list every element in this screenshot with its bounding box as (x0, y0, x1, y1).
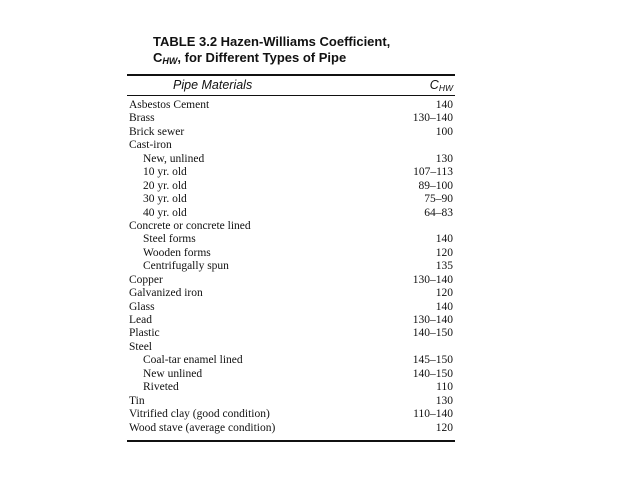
row-chw-value: 130–140 (412, 314, 453, 326)
row-material: Brick sewer (129, 125, 185, 138)
table-row (127, 381, 455, 394)
table-row (127, 112, 455, 125)
table-row (127, 301, 455, 314)
table-row (127, 126, 455, 139)
row-material: Wood stave (average condition) (129, 421, 276, 434)
caption-c: C (153, 50, 163, 65)
row-material: Concrete or concrete lined (129, 219, 251, 232)
row-material: Coal-tar enamel lined (143, 354, 243, 367)
row-material: Centrifugally spun (143, 260, 229, 273)
table-row (127, 180, 455, 193)
row-chw-value: 140 (435, 300, 453, 313)
header-chw-subscript: HW (438, 83, 453, 93)
bottom-rule (127, 440, 455, 442)
table-row (127, 287, 455, 300)
row-chw-value: 130–140 (412, 112, 453, 125)
row-chw-value: 120 (435, 287, 453, 300)
row-material: 20 yr. old (143, 179, 187, 192)
row-material: 40 yr. old (143, 206, 187, 219)
row-material: Vitrified clay (good condition) (129, 408, 270, 421)
table-row (127, 139, 455, 152)
row-chw-value: 110–140 (413, 408, 453, 421)
header-rule (127, 95, 455, 96)
caption-c-subscript: HW (162, 56, 178, 66)
row-chw-value: 145–150 (412, 354, 453, 367)
row-material: Asbestos Cement (129, 99, 210, 111)
table-row (127, 274, 455, 287)
column-header-row (127, 76, 455, 95)
row-material: Riveted (143, 381, 179, 394)
table-row (127, 314, 455, 327)
table-row (127, 233, 455, 246)
row-material: Brass (129, 112, 155, 125)
row-material: Copper (129, 273, 163, 286)
header-chw-c: C (429, 78, 439, 92)
table-row (127, 99, 455, 112)
table-row (127, 247, 455, 260)
table-row (127, 368, 455, 381)
table-row (127, 260, 455, 273)
caption-line-2 (153, 50, 455, 69)
row-chw-value: 100 (435, 125, 453, 138)
caption-rest: , for Different Types of Pipe (177, 50, 347, 65)
row-material: 30 yr. old (143, 193, 187, 206)
table-row (127, 153, 455, 166)
row-chw-value: 89–100 (418, 179, 453, 192)
row-material: Galvanized iron (129, 287, 203, 300)
row-chw-value: 130 (435, 394, 453, 407)
table-row (127, 341, 455, 354)
row-material: 10 yr. old (143, 166, 187, 179)
hazen-williams-table (127, 34, 455, 442)
table-row (127, 193, 455, 206)
row-material: Glass (129, 300, 155, 313)
table-row (127, 220, 455, 233)
row-chw-value: 140 (435, 99, 453, 111)
row-material: Cast-iron (129, 139, 172, 152)
row-material: Lead (129, 314, 152, 326)
row-chw-value: 130 (435, 152, 453, 165)
row-chw-value: 110 (436, 381, 453, 394)
row-chw-value: 107–113 (413, 166, 453, 179)
table-caption (153, 34, 455, 69)
table-row (127, 166, 455, 179)
header-pipe-materials: Pipe Materials (173, 78, 253, 92)
table-row (127, 408, 455, 421)
row-material: Plastic (129, 327, 160, 340)
row-chw-value: 120 (435, 246, 453, 259)
row-chw-value: 120 (435, 421, 453, 434)
row-chw-value: 130–140 (412, 273, 453, 286)
row-chw-value: 75–90 (424, 193, 453, 206)
table-row (127, 207, 455, 220)
row-chw-value: 64–83 (424, 206, 453, 219)
row-material: Steel forms (143, 233, 196, 246)
row-material: Wooden forms (143, 246, 211, 259)
row-chw-value: 140–150 (412, 367, 453, 380)
row-material: Tin (129, 394, 145, 407)
table-body (127, 99, 455, 435)
row-material: Steel (129, 340, 152, 353)
table-row (127, 354, 455, 367)
row-material: New, unlined (143, 152, 205, 165)
table-row (127, 422, 455, 435)
row-chw-value: 140–150 (412, 327, 453, 340)
row-chw-value: 140 (435, 233, 453, 246)
table-row (127, 327, 455, 340)
table-row (127, 395, 455, 408)
row-chw-value: 135 (435, 260, 453, 273)
row-material: New unlined (143, 367, 203, 380)
caption-line-1: TABLE 3.2 Hazen-Williams Coefficient, (153, 34, 391, 49)
header-chw (430, 76, 453, 98)
